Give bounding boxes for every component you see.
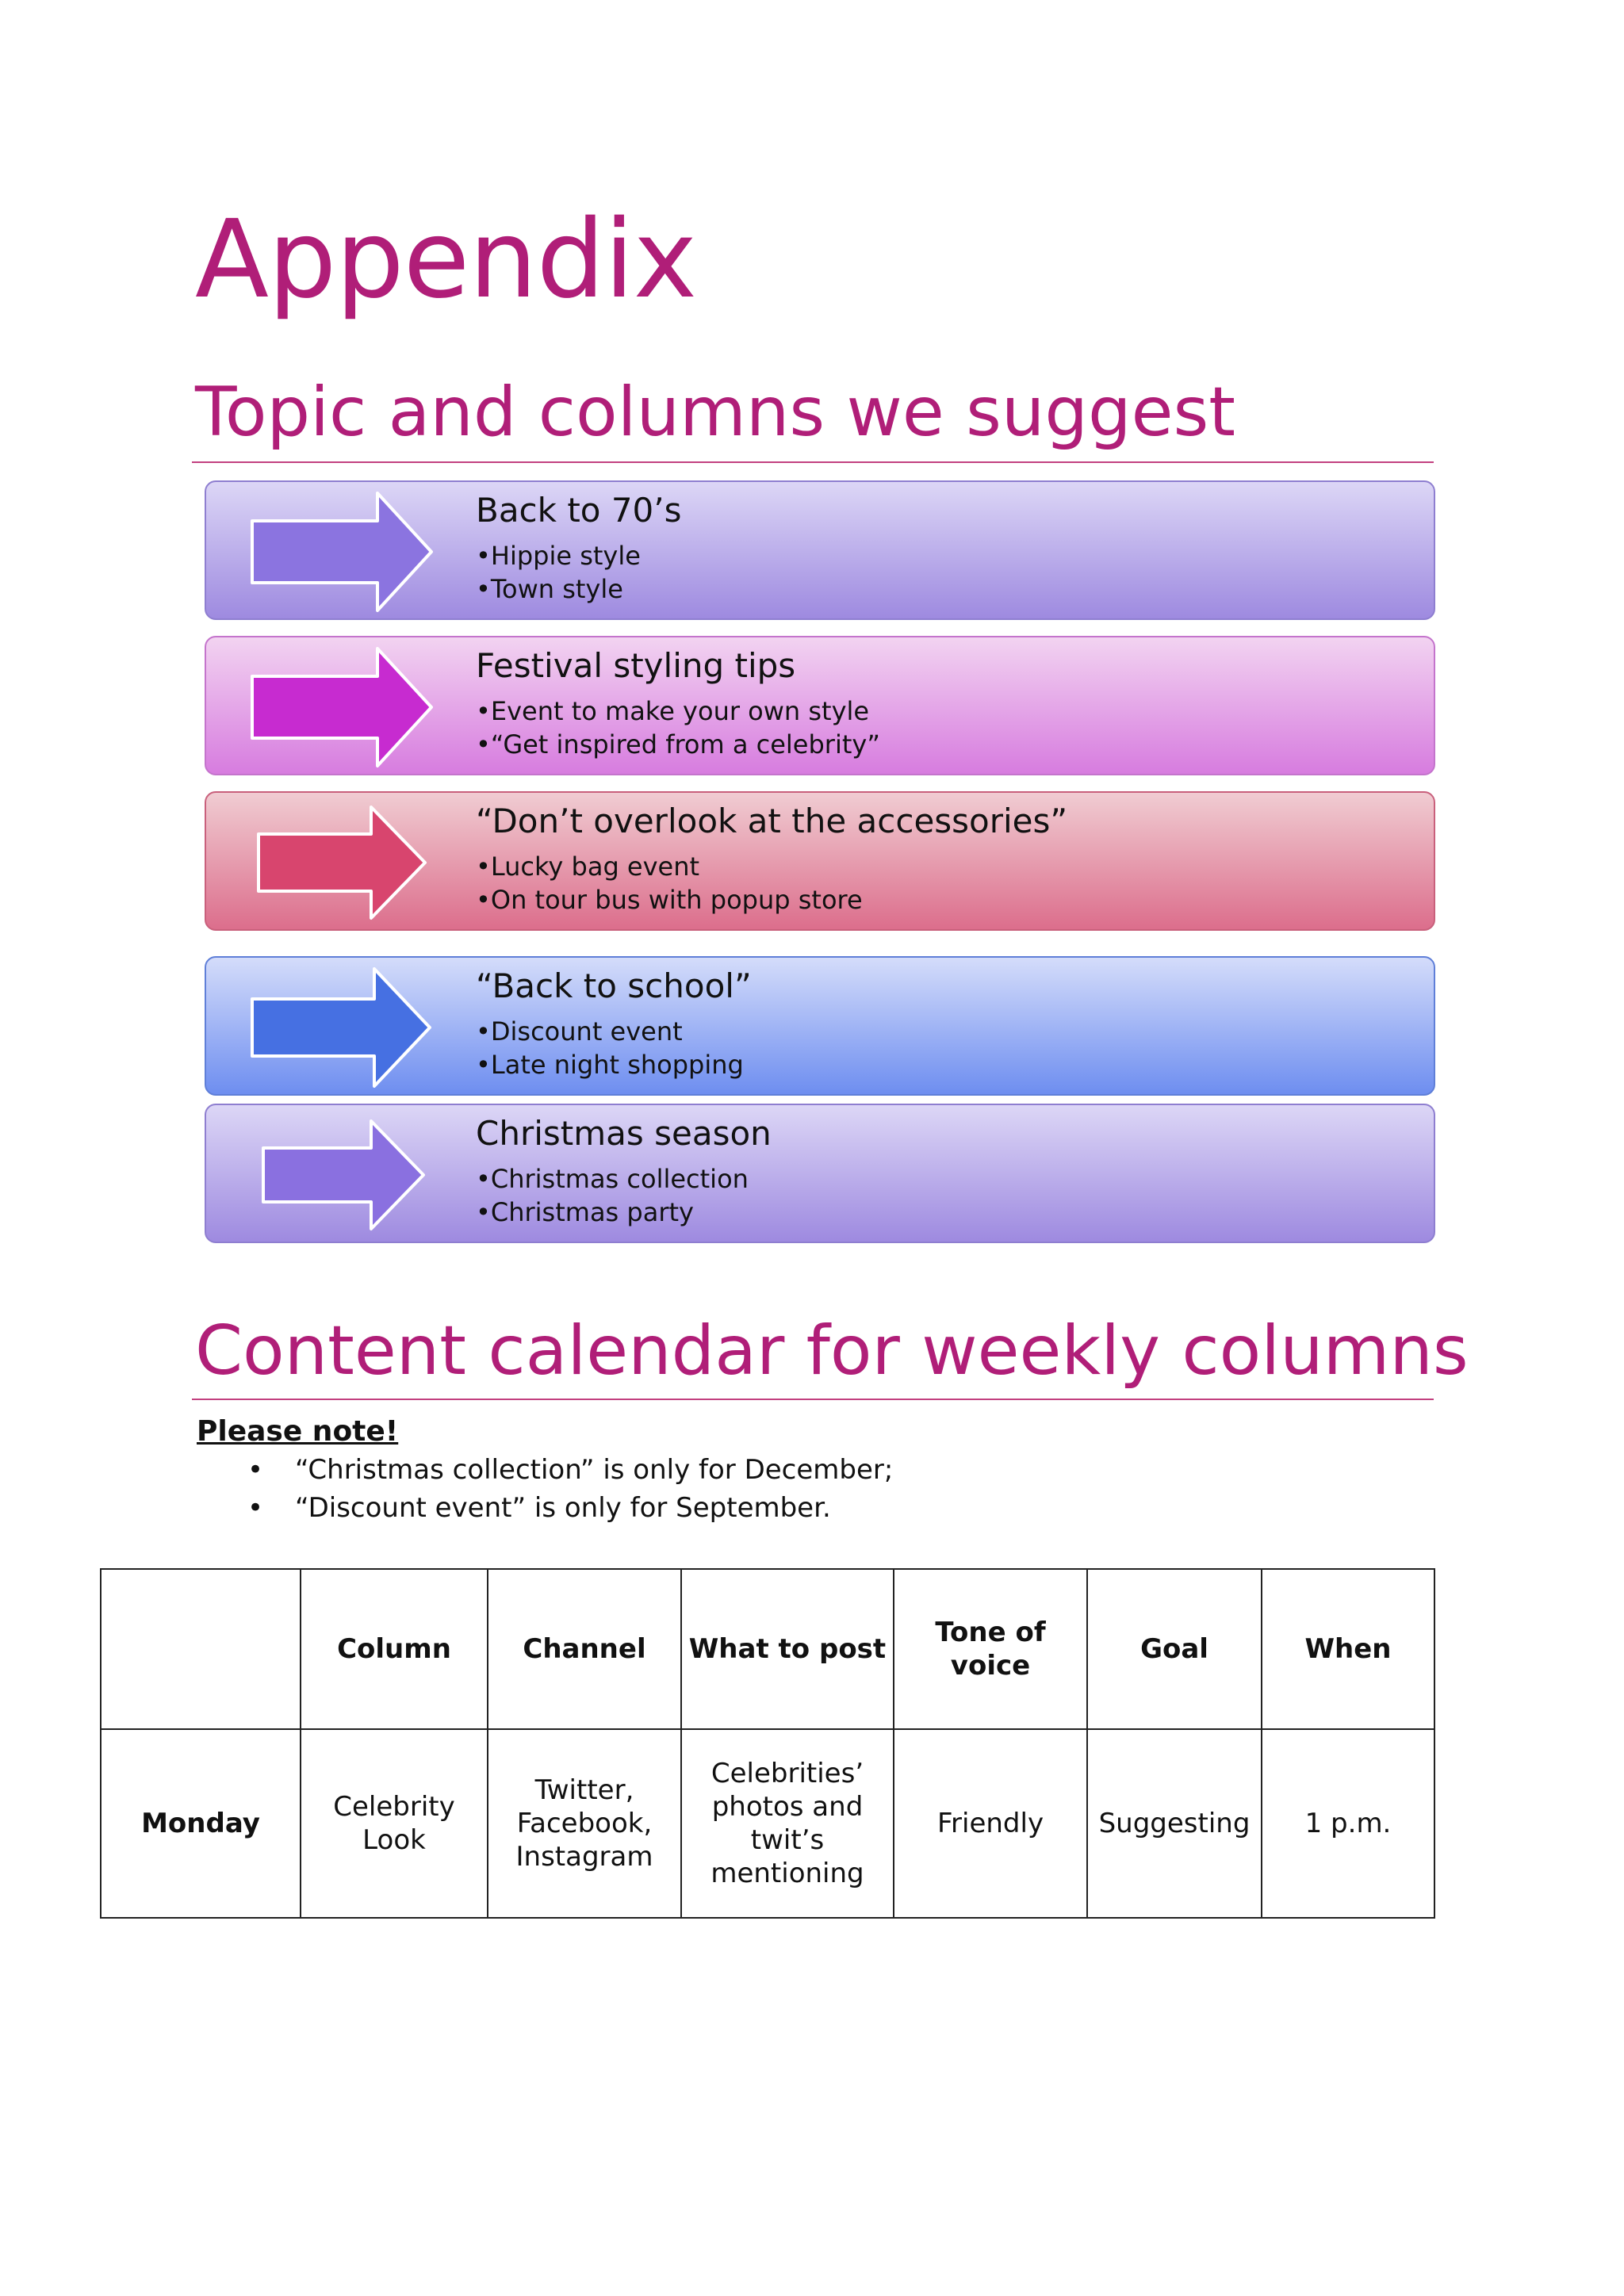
topic-item: • Lucky bag event xyxy=(476,850,863,883)
topic-card-accessories xyxy=(205,791,1435,931)
topic-item-list xyxy=(476,1162,749,1229)
topic-item: • On tour bus with popup store xyxy=(476,883,863,916)
topic-item-list xyxy=(476,1015,744,1081)
calendar-heading: Content calendar for weekly columns xyxy=(195,1311,1469,1391)
topic-title: Back to 70’s xyxy=(476,491,682,530)
topics-heading: Topic and columns we suggest xyxy=(195,373,1236,452)
calendar-rule xyxy=(192,1399,1434,1400)
bullet-icon: • xyxy=(247,1454,264,1486)
topic-item: • “Get inspired from a celebrity” xyxy=(476,728,880,761)
table-header-row xyxy=(101,1569,1434,1729)
topic-card-back-to-70s xyxy=(205,480,1435,620)
topic-title: Festival styling tips xyxy=(476,646,796,685)
table-cell: Friendly xyxy=(894,1729,1087,1918)
topic-item: • Christmas party xyxy=(476,1196,749,1229)
note-item xyxy=(238,1451,893,1489)
content-calendar-table xyxy=(100,1568,1435,1919)
right-arrow-icon xyxy=(206,1105,444,1245)
topic-item: • Town style xyxy=(476,572,641,606)
topic-title: Christmas season xyxy=(476,1114,772,1153)
right-arrow-icon xyxy=(206,637,444,777)
header-cell-empty xyxy=(101,1569,301,1729)
topic-item: • Hippie style xyxy=(476,539,641,572)
topics-rule xyxy=(192,461,1434,463)
note-label: Please note! xyxy=(197,1415,399,1448)
topic-item: • Discount event xyxy=(476,1015,744,1048)
bullet-icon: • xyxy=(247,1492,264,1524)
topic-card-festival-styling xyxy=(205,636,1435,775)
table-cell: Suggesting xyxy=(1087,1729,1262,1918)
right-arrow-icon xyxy=(206,793,444,932)
header-cell-column: Column xyxy=(301,1569,488,1729)
note-text: “Discount event” is only for September. xyxy=(295,1492,831,1524)
header-cell-when: When xyxy=(1262,1569,1434,1729)
topic-item: • Christmas collection xyxy=(476,1162,749,1196)
topic-item: • Event to make your own style xyxy=(476,695,880,728)
topic-item-list xyxy=(476,850,863,916)
table-cell: Celebrity Look xyxy=(301,1729,488,1918)
topic-card-christmas-season xyxy=(205,1104,1435,1243)
header-cell-goal: Goal xyxy=(1087,1569,1262,1729)
topic-item-list xyxy=(476,695,880,761)
topic-title: “Don’t overlook at the accessories” xyxy=(476,802,1068,840)
table-row xyxy=(101,1729,1434,1918)
table-cell: Celebrities’ photos and twit’s mentioning xyxy=(681,1729,894,1918)
header-cell-what-to-post: What to post xyxy=(681,1569,894,1729)
note-text: “Christmas collection” is only for December; xyxy=(295,1454,894,1486)
page-title: Appendix xyxy=(195,197,697,323)
table-cell: 1 p.m. xyxy=(1262,1729,1434,1918)
topic-item: • Late night shopping xyxy=(476,1048,744,1081)
header-cell-channel: Channel xyxy=(488,1569,681,1729)
note-item xyxy=(238,1489,893,1527)
table-cell-day: Monday xyxy=(101,1729,301,1918)
topic-card-back-to-school xyxy=(205,956,1435,1096)
table-cell: Twitter, Facebook, Instagram xyxy=(488,1729,681,1918)
note-list xyxy=(238,1451,893,1527)
right-arrow-icon xyxy=(206,958,444,1097)
topic-title: “Back to school” xyxy=(476,966,752,1005)
topic-item-list xyxy=(476,539,641,606)
header-cell-tone-of-voice: Tone of voice xyxy=(894,1569,1087,1729)
right-arrow-icon xyxy=(206,482,444,622)
